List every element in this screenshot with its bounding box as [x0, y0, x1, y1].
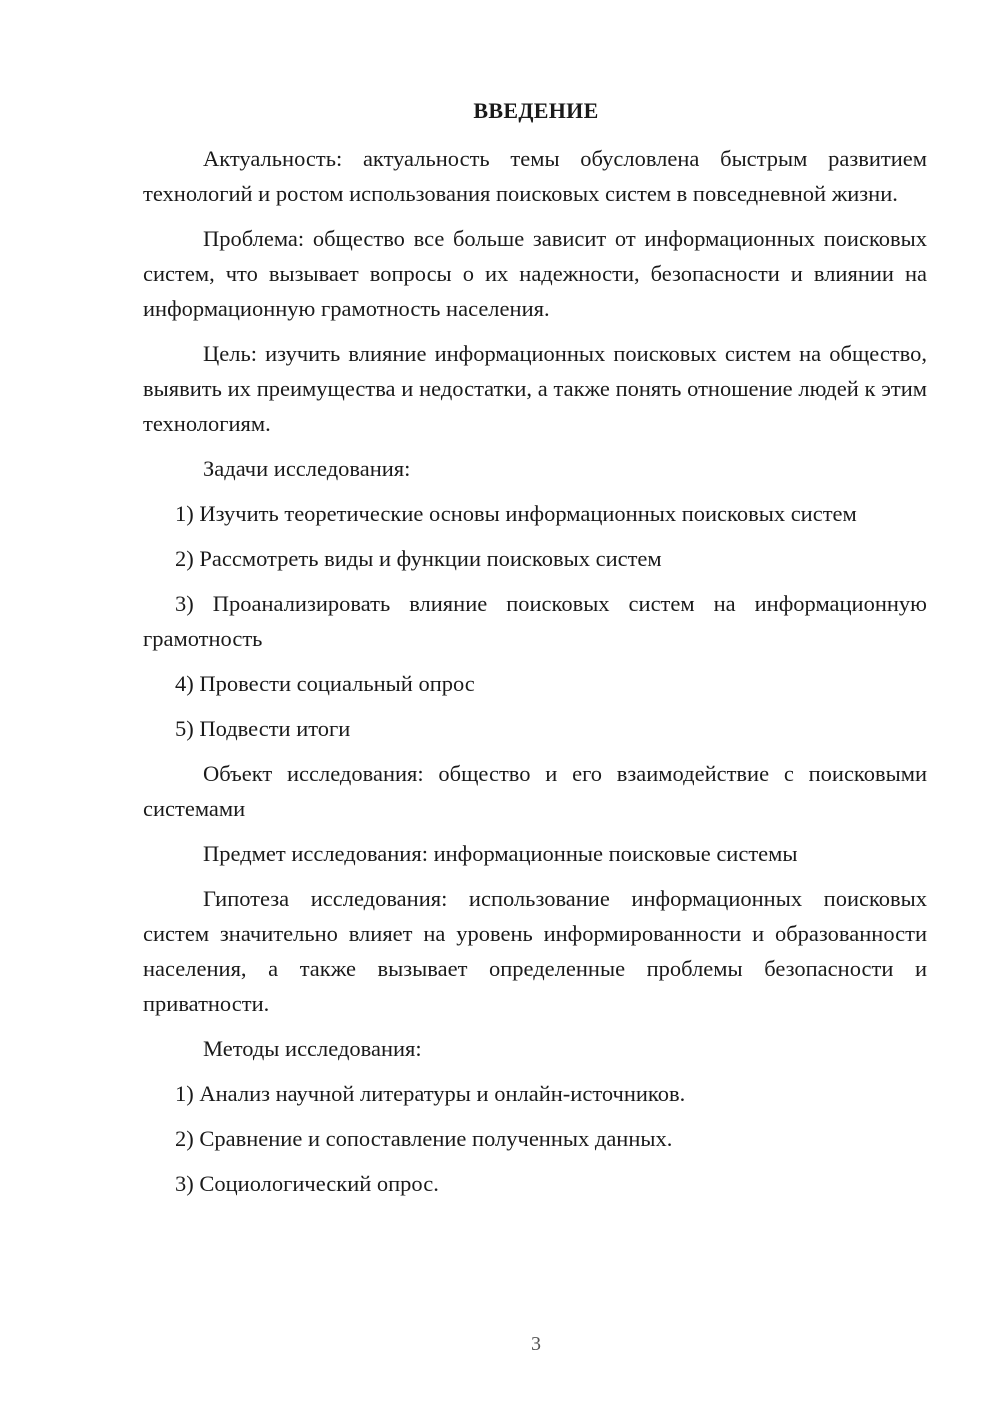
goal-paragraph: Цель: изучить влияние информационных поисковых систем на общество, выявить их преимущества и недостатки, а также понять отношение людей к этим технологиям. [143, 341, 927, 436]
tasks-list [143, 496, 927, 746]
methods-heading: Методы исследования: [203, 1036, 422, 1061]
document-body [143, 141, 927, 1211]
list-item: 2) Рассмотреть виды и функции поисковых систем [175, 546, 662, 571]
object-paragraph: Объект исследования: общество и его взаимодействие с поисковыми системами [143, 761, 927, 821]
page-title: ВВЕДЕНИЕ [473, 98, 599, 123]
list-item: 5) Подвести итоги [175, 716, 351, 741]
page-number: 3 [531, 1333, 541, 1355]
subject-paragraph: Предмет исследования: информационные поисковые системы [203, 841, 798, 866]
methods-list [143, 1076, 927, 1201]
relevance-paragraph: Актуальность: актуальность темы обусловлена быстрым развитием технологий и ростом использования поисковых систем в повседневной жизни. [143, 146, 927, 206]
list-item: 2) Сравнение и сопоставление полученных данных. [175, 1126, 673, 1151]
list-item: 1) Анализ научной литературы и онлайн-источников. [175, 1081, 686, 1106]
tasks-heading: Задачи исследования: [203, 456, 411, 481]
list-item: 3) Проанализировать влияние поисковых систем на информационную грамотность [143, 591, 927, 651]
list-item: 4) Провести социальный опрос [175, 671, 475, 696]
list-item: 1) Изучить теоретические основы информационных поисковых систем [175, 501, 857, 526]
list-item: 3) Социологический опрос. [175, 1171, 439, 1196]
hypothesis-paragraph: Гипотеза исследования: использование информационных поисковых систем значительно влияет на уровень информированности и образованности населения, а также вызывает определенные проблемы безопасности и приватности. [143, 886, 927, 1016]
problem-paragraph: Проблема: общество все больше зависит от информационных поисковых систем, что вызывает вопросы о их надежности, безопасности и влиянии на информационную грамотность населения. [143, 226, 927, 321]
